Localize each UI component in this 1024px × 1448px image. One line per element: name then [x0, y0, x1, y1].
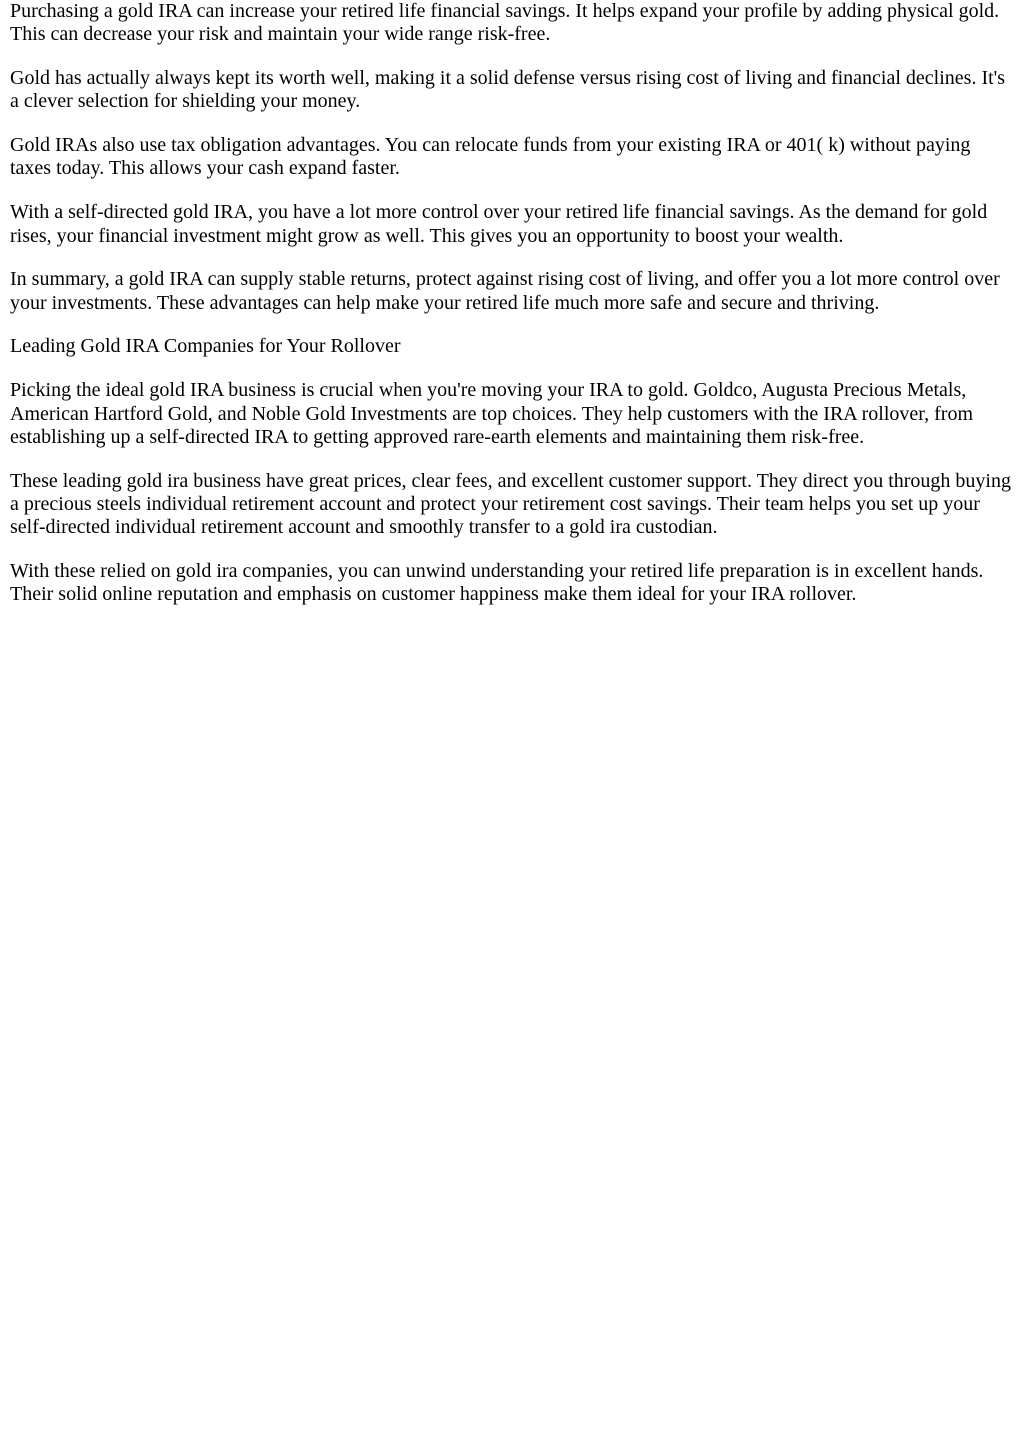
paragraph-company-benefits: These leading gold ira business have great prices, clear fees, and excellent customer support. They direct you through buying a precious steels individual retirement account and protect your retirement cost savings. Their team helps you set up your self-directed individual retirement account and smoothly transfer to a gold ira custodian.	[10, 469, 1011, 539]
paragraph-self-directed: With a self-directed gold IRA, you have a lot more control over your retired life financial savings. As the demand for gold rises, your financial investment might grow as well. This gives you an opportunity to boost your wealth.	[10, 201, 988, 247]
article-body	[0, 0, 1024, 607]
paragraph-summary: In summary, a gold IRA can supply stable returns, protect against rising cost of living, and offer you a lot more control over your investments. These advantages can help make your retired life much more safe and secure and thriving.	[10, 268, 1000, 314]
paragraph-intro: Purchasing a gold IRA can increase your retired life financial savings. It helps expand your profile by adding physical gold. This can decrease your risk and maintain your wide range risk-free.	[10, 0, 1000, 46]
paragraph-gold-worth: Gold has actually always kept its worth well, making it a solid defense versus rising cost of living and financial declines. It's a clever selection for shielding your money.	[10, 67, 1006, 113]
paragraph-tax-advantages: Gold IRAs also use tax obligation advantages. You can relocate funds from your existing IRA or 401( k) without paying taxes today. This allows your cash expand faster.	[10, 134, 971, 180]
paragraph-conclusion: With these relied on gold ira companies, you can unwind understanding your retired life preparation is in excellent hands. Their solid online reputation and emphasis on customer happiness make them ideal for your IRA rollover.	[10, 560, 984, 606]
section-heading: Leading Gold IRA Companies for Your Rollover	[10, 335, 401, 358]
paragraph-companies: Picking the ideal gold IRA business is crucial when you're moving your IRA to gold. Goldco, Augusta Precious Metals, American Hartford Gold, and Noble Gold Investments are top choices. They help customers with the IRA rollover, from establishing up a self-directed IRA to getting approved rare-earth elements and maintaining them risk-free.	[10, 379, 974, 448]
